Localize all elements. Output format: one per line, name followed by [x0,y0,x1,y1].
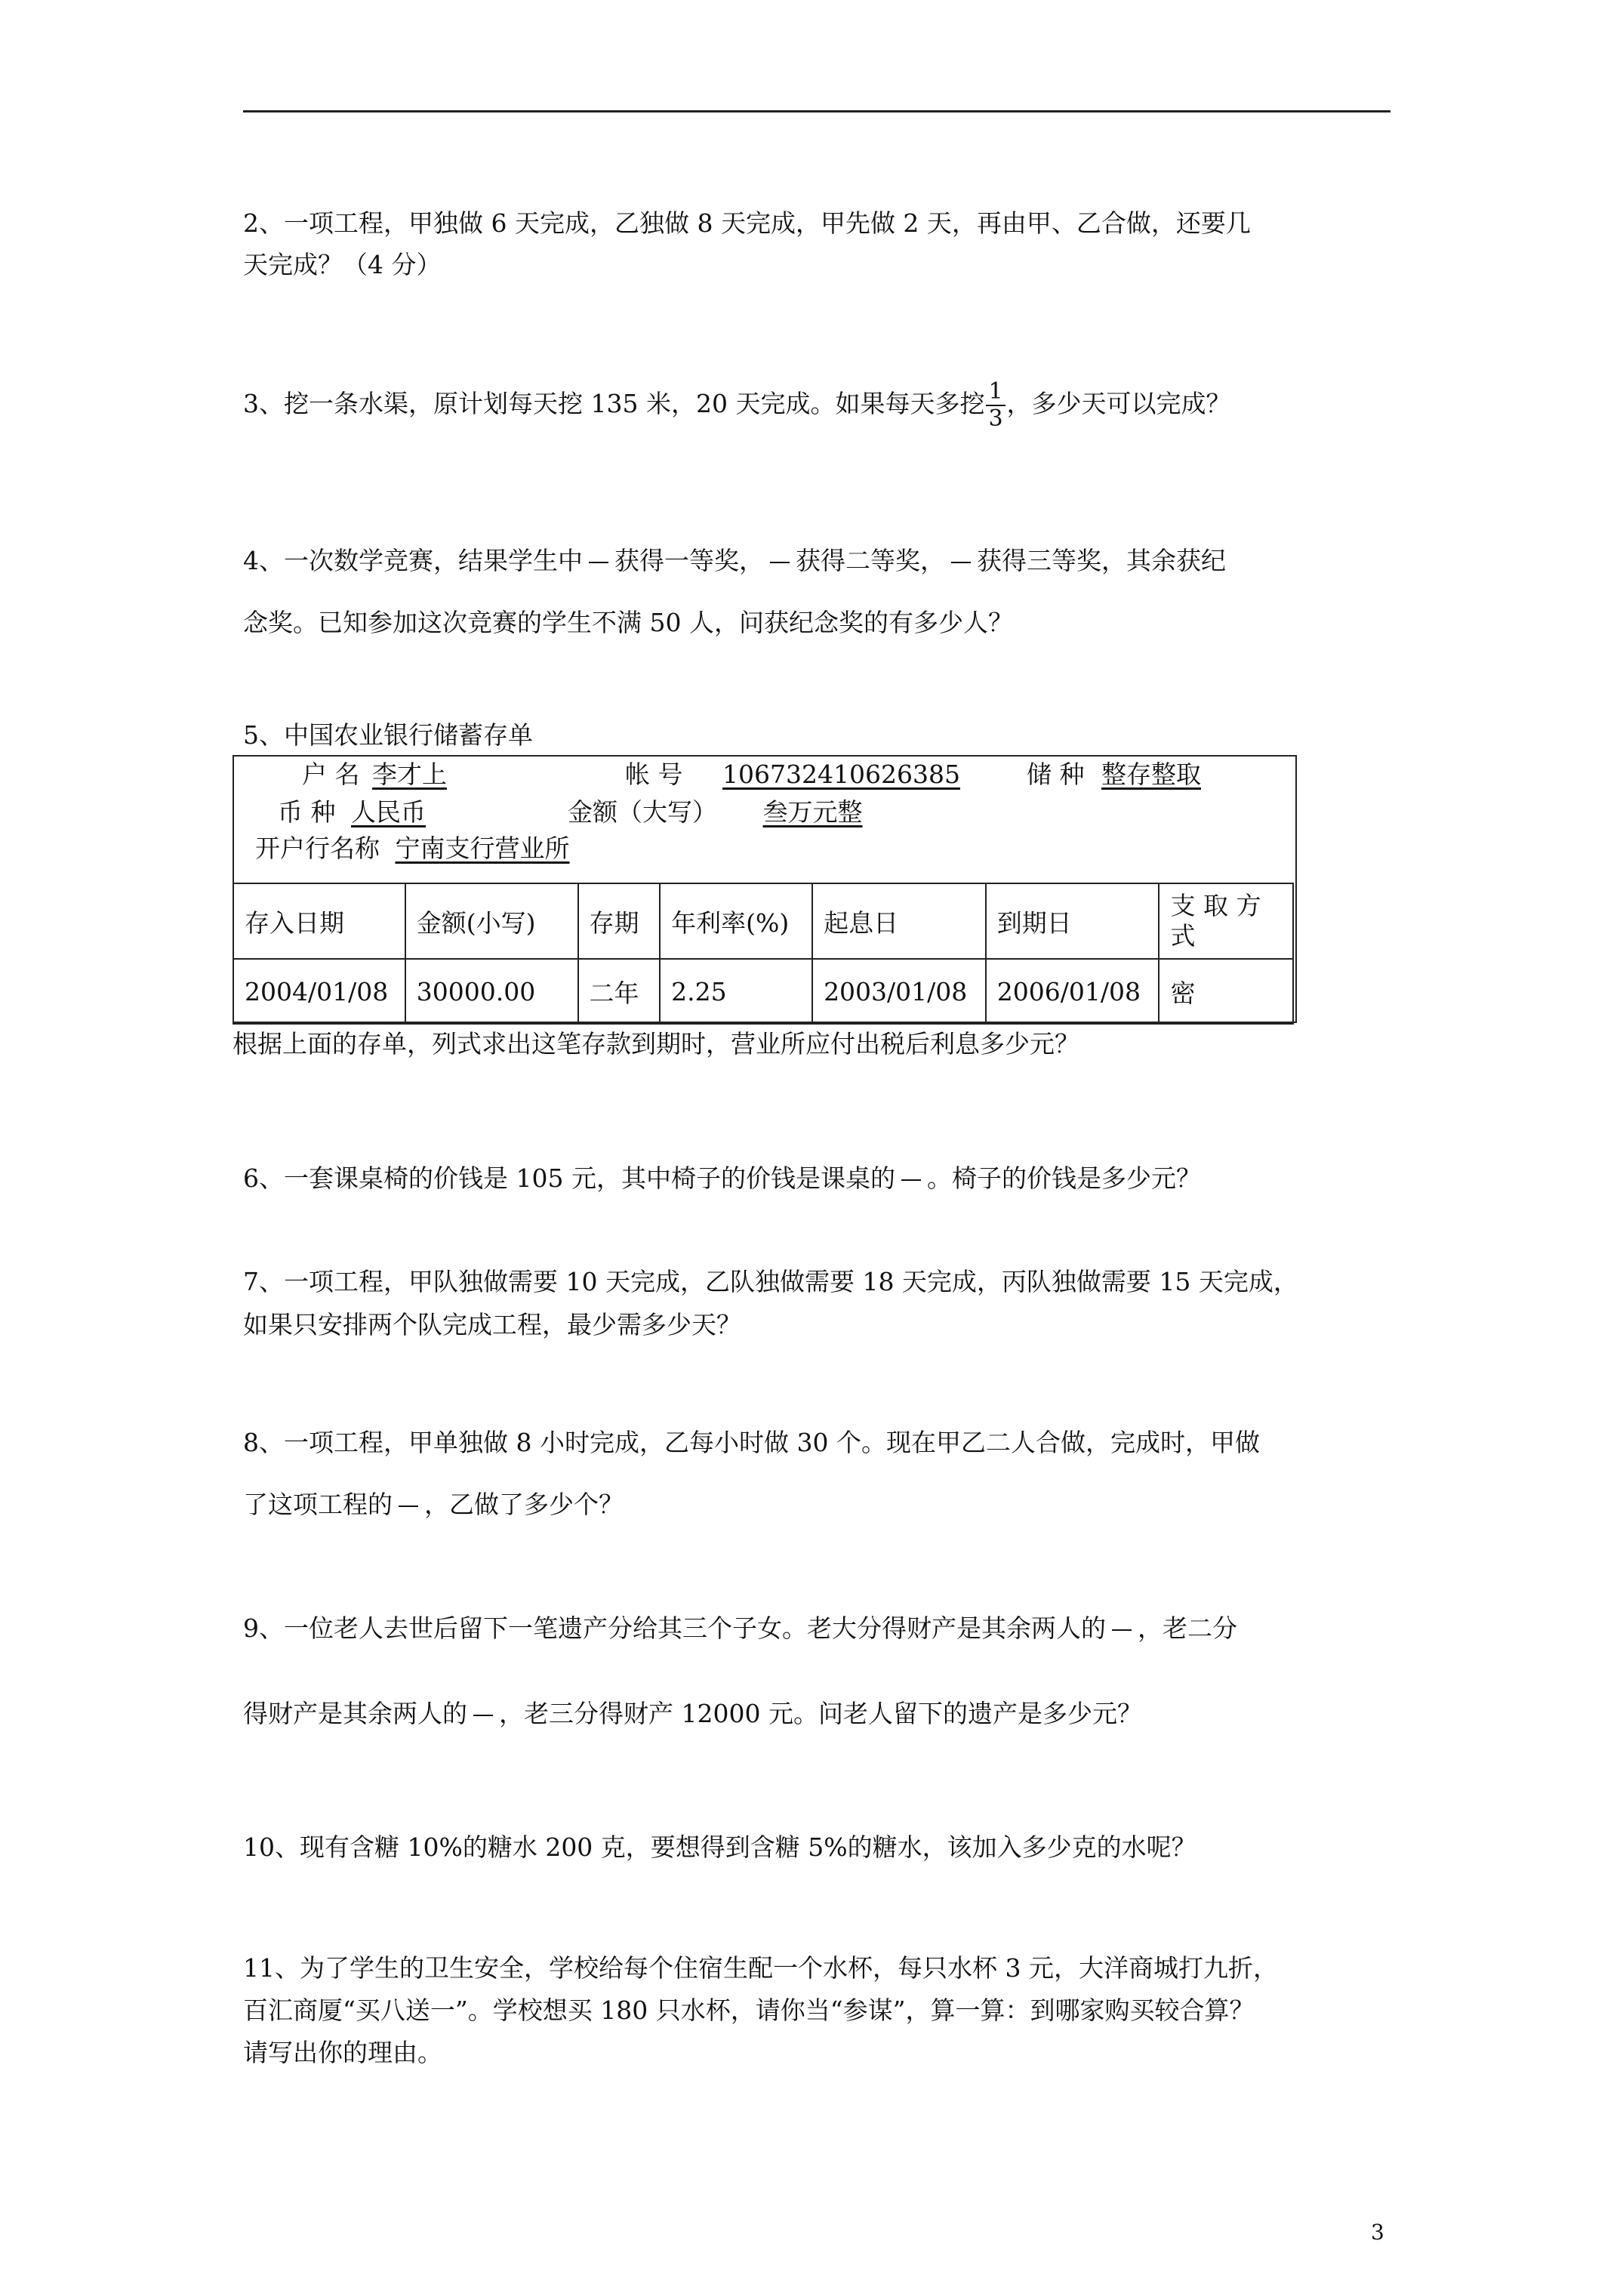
fraction-placeholder [901,1179,921,1181]
slip-currency-field [278,797,433,827]
amount-upper-label: 金额（大写） [568,797,717,827]
question-6 [243,1154,1201,1203]
header-cell: 存入日期 [233,883,405,959]
fraction-one-third [986,379,1005,432]
deposit-slip-table [233,883,1294,1025]
question-6-text-before: 6、一套课桌椅的价钱是 105 元，其中椅子的价钱是课桌的 [243,1163,895,1193]
header-cell: 支 取 方式 [1159,883,1293,959]
header-cell: 存期 [578,883,661,959]
page-number: 3 [1371,2220,1384,2245]
question-8-text-after: ，乙做了多少个？ [424,1490,624,1519]
question-8-line-2 [243,1480,624,1530]
data-cell: 二年 [578,959,661,1024]
slip-table-data-row [233,959,1293,1024]
data-cell: 2003/01/08 [812,959,986,1024]
slip-type-field [1027,760,1207,790]
question-2-line-1: 2、一项工程，甲独做 6 天完成，乙独做 8 天完成，甲先做 2 天，再由甲、乙合做，还要几 [243,208,1251,238]
question-9-text-after-2: ，老三分得财产 12000 元。问老人留下的遗产是多少元？ [499,1699,1142,1728]
question-2-line-2: 天完成？（4 分） [243,250,442,279]
data-cell: 2.25 [660,959,812,1024]
question-8-text-before: 了这项工程的 [243,1490,393,1519]
question-7-line-2: 如果只安排两个队完成工程，最少需多少天？ [243,1310,741,1339]
data-cell: 2004/01/08 [233,959,405,1024]
question-8-line-1: 8、一项工程，甲单独做 8 小时完成，乙每小时做 30 个。现在甲乙二人合做，完成时，甲做 [243,1428,1260,1457]
type-value: 整存整取 [1101,760,1201,789]
slip-amount-upper-field [568,797,881,827]
amount-upper-value: 叁万元整 [762,797,863,827]
fraction-placeholder [770,562,790,563]
data-cell: 30000.00 [405,959,578,1024]
fraction-placeholder [1112,1629,1132,1631]
question-3-text-after: ，多少天可以完成？ [1006,389,1231,418]
name-value: 李才上 [372,760,447,789]
question-5-text: 根据上面的存单，列式求出这笔存款到期时，营业所应付出税后利息多少元？ [233,1029,1079,1059]
question-9-text-before: 9、一位老人去世后留下一笔遗产分给其三个子女。老大分得财产是其余两人的 [243,1613,1106,1643]
question-7-line-1: 7、一项工程，甲队独做需要 10 天完成，乙队独做需要 18 天完成，丙队独做需要 15 天完成， [243,1267,1298,1296]
fraction-denominator: 3 [988,405,1003,432]
bank-label: 开户行名称 [255,834,380,863]
question-9-line-1 [243,1604,1237,1653]
question-4-text-a: 4、一次数学竞赛，结果学生中 [243,546,583,575]
question-5-title: 5、中国农业银行储蓄存单 [243,720,533,750]
question-9-text-before-2: 得财产是其余两人的 [243,1699,467,1728]
header-rule [243,110,1390,112]
account-label: 帐 号 [625,760,683,789]
question-9-text-after: ，老二分 [1138,1613,1237,1643]
slip-bank-field [255,834,593,864]
header-cell: 年利率(%) [660,883,812,959]
type-label: 储 种 [1027,760,1085,789]
question-4-text-b: 获得一等奖， [614,546,764,575]
header-cell: 起息日 [812,883,986,959]
slip-account-field [625,760,969,790]
slip-name-field [302,760,491,790]
question-10: 10、现有含糖 10%的糖水 200 克，要想得到含糖 5%的糖水，该加入多少克的水呢？ [243,1832,1196,1862]
name-label: 户 名 [302,760,360,789]
question-11-line-1: 11、为了学生的卫生安全，学校给每个住宿生配一个水杯，每只水杯 3 元，大洋商城打九折， [243,1953,1278,1983]
deposit-slip [233,755,1297,1023]
fraction-placeholder [589,562,608,563]
question-3 [243,379,1231,432]
question-6-text-after: 。椅子的价钱是多少元？ [926,1163,1201,1193]
question-4-line-1 [243,536,1226,586]
question-4-text-d: 获得三等奖，其余获纪 [977,546,1226,575]
fraction-placeholder [473,1715,493,1716]
question-3-text-before: 3、挖一条水渠，原计划每天挖 135 米，20 天完成。如果每天多挖 [243,389,985,418]
fraction-placeholder [951,562,971,563]
fraction-placeholder [399,1505,418,1507]
bank-value: 宁南支行营业所 [395,834,570,863]
account-value: 106732410626385 [722,760,960,789]
currency-value: 人民币 [351,797,426,827]
question-4-text-c: 获得二等奖， [796,546,945,575]
slip-table-header-row [233,883,1293,959]
header-cell: 金额(小写) [405,883,578,959]
currency-label: 币 种 [278,797,336,827]
question-11-line-3: 请写出你的理由。 [243,2038,442,2067]
question-9-line-2 [243,1689,1142,1739]
header-cell: 到期日 [986,883,1160,959]
question-4-line-2: 念奖。已知参加这次竞赛的学生不满 50 人，问获纪念奖的有多少人？ [243,608,1013,637]
data-cell: 2006/01/08 [986,959,1160,1024]
question-11-line-2: 百汇商厦“买八送一”。学校想买 180 只水杯，请你当“参谋”，算一算：到哪家购买较合算？ [243,1996,1255,2025]
data-cell: 密 [1159,959,1293,1024]
fraction-numerator: 1 [986,379,1005,406]
